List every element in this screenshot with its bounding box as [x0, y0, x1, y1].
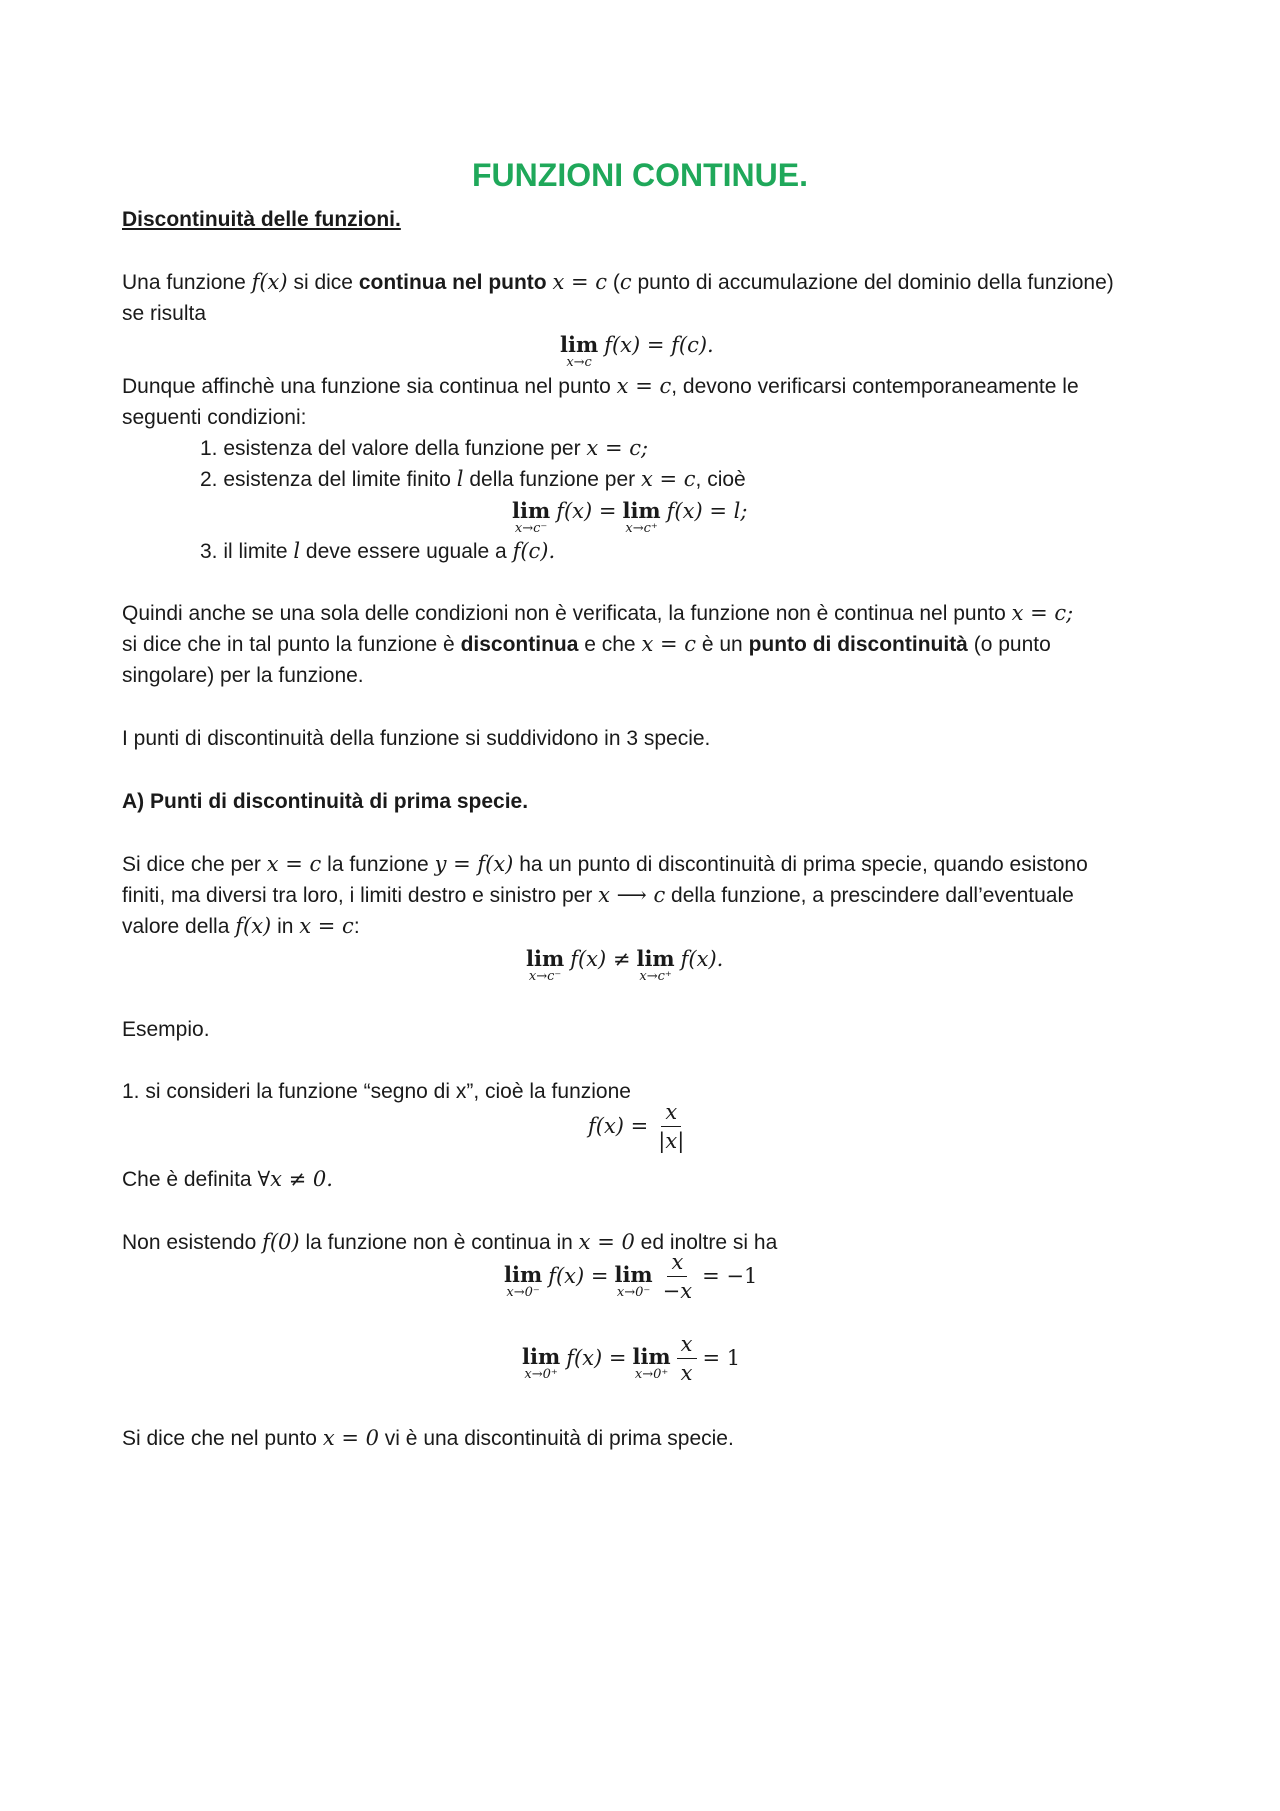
text: la funzione	[321, 853, 435, 876]
math-inline: ∀x ≠ 0.	[257, 1167, 333, 1191]
lim-subscript: x→0⁻	[506, 1284, 540, 1300]
math-inline: x = c	[266, 852, 322, 876]
quindi-line1	[122, 598, 1073, 629]
math-inline: x = 0	[578, 1230, 635, 1254]
text: e che	[578, 633, 642, 656]
text: è un	[696, 633, 749, 656]
math-inline: c	[619, 270, 632, 294]
intro-paragraph-line1	[122, 267, 1114, 298]
text: Quindi anche se una sola delle condizioni non è verificata, la funzione non è continua nel punto	[122, 602, 1012, 625]
text: Dunque affinchè una funzione sia continua nel punto	[122, 375, 617, 398]
math-inline: x = c	[616, 374, 672, 398]
equation-body: f(x) = f(c).	[604, 333, 714, 357]
lim-subscript: x→0⁻	[616, 1284, 651, 1300]
math-inline: x = c;	[586, 436, 649, 460]
text: Si dice che per	[122, 853, 267, 876]
equation-left-limit	[504, 1250, 757, 1303]
numerator: x	[667, 1250, 687, 1277]
lim-subscript: x→c⁻	[528, 969, 562, 984]
text: , cioè	[695, 468, 746, 491]
equation-result: = −1	[702, 1264, 758, 1288]
text: 3. il limite	[200, 540, 294, 563]
lim-subscript: x→c⁻	[514, 521, 548, 536]
math-inline: x = 0	[322, 1426, 379, 1450]
lim-word: lim	[504, 1261, 543, 1287]
equation-part: f(x) =	[548, 1264, 609, 1288]
math-inline: f(0)	[262, 1230, 300, 1254]
text: finiti, ma diversi tra loro, i limiti destro e sinistro per	[122, 884, 599, 907]
equation-sign-function	[588, 1100, 688, 1153]
dunque-line1	[122, 371, 1079, 402]
text: (	[607, 271, 620, 294]
lim-word: lim	[614, 1261, 653, 1287]
denominator: x	[680, 1361, 693, 1385]
species-text: I punti di discontinuità della funzione si suddividono in 3 specie.	[122, 727, 711, 750]
lim-subscript: x→c⁺	[639, 969, 672, 984]
text: (o punto	[967, 633, 1051, 656]
lim-subscript: x→0⁺	[634, 1366, 669, 1382]
text: Che è definita	[122, 1168, 258, 1191]
denominator: −x	[662, 1279, 693, 1303]
lim-word: lim	[512, 498, 551, 523]
text: , devono verificarsi contemporaneamente le	[671, 375, 1079, 398]
equation-lateral-limits	[512, 496, 747, 536]
definition-line3	[122, 911, 360, 942]
math-inline: x ⟶ c	[598, 883, 666, 907]
subsection-heading: A) Punti di discontinuità di prima specie.	[122, 790, 529, 813]
math-inline: x = c	[641, 632, 697, 656]
numerator: x	[677, 1332, 697, 1359]
text: Si dice che nel punto	[122, 1427, 323, 1450]
example-label: Esempio.	[122, 1018, 210, 1041]
math-inline: f(c).	[512, 539, 556, 563]
lim-word: lim	[560, 332, 599, 357]
equation-part: f(x) ≠	[570, 947, 631, 971]
lim-subscript: x→c⁺	[625, 521, 658, 536]
definition-line2	[122, 880, 1074, 911]
text: :	[353, 915, 360, 938]
text: 2. esistenza del limite finito	[200, 468, 457, 491]
bold-term: continua nel punto	[358, 271, 547, 294]
lim-word: lim	[636, 946, 675, 971]
fraction	[677, 1332, 697, 1385]
definition-line1	[122, 849, 1088, 880]
text: valore della	[122, 915, 236, 938]
condition-2	[200, 464, 746, 495]
equation-part: f(x) =	[566, 1346, 627, 1370]
math-inline: x = c	[640, 467, 696, 491]
lim-word: lim	[522, 1343, 561, 1369]
math-inline: x = c	[299, 914, 354, 938]
text: della funzione per	[463, 468, 641, 491]
intro-paragraph-line2: se risulta	[122, 302, 207, 325]
page-title: FUNZIONI CONTINUE.	[472, 157, 808, 193]
fraction	[654, 1100, 688, 1153]
conclusion-line	[122, 1423, 734, 1454]
math-inline: x = c;	[1011, 601, 1074, 625]
text: si dice	[287, 271, 359, 294]
quindi-line3: singolare) per la funzione.	[122, 664, 364, 687]
equation-part: f(x).	[680, 947, 724, 971]
bold-term: punto di discontinuità	[748, 633, 968, 656]
fraction	[659, 1250, 696, 1303]
denominator: |x|	[658, 1129, 685, 1153]
lim-subscript: x→c	[566, 355, 592, 370]
lim-subscript: x→0⁺	[524, 1366, 558, 1382]
equation-first-species	[526, 944, 723, 984]
dunque-line2: seguenti condizioni:	[122, 406, 307, 429]
equation-continuity	[560, 330, 714, 370]
text: Non esistendo	[122, 1231, 263, 1254]
bold-term: discontinua	[460, 633, 579, 656]
equation-part: f(x) =	[556, 499, 617, 523]
text: 1. esistenza del valore della funzione per	[200, 437, 587, 460]
math-inline: l	[293, 539, 301, 563]
equation-part: f(x) =	[588, 1114, 649, 1138]
text: Una funzione	[122, 271, 252, 294]
numerator: x	[661, 1100, 681, 1127]
defined-line	[122, 1164, 333, 1195]
equation-right-limit	[522, 1332, 740, 1385]
text: in	[271, 915, 300, 938]
math-inline: f(x)	[235, 914, 272, 938]
lim-word: lim	[526, 946, 565, 971]
text: la funzione non è continua in	[299, 1231, 579, 1254]
math-inline: y = f(x)	[434, 852, 514, 876]
text: della funzione, a prescindere dall’eventuale	[665, 884, 1074, 907]
text: ha un punto di discontinuità di prima specie, quando esistono	[513, 853, 1088, 876]
math-inline: f(x)	[251, 270, 288, 294]
text: vi è una discontinuità di prima specie.	[378, 1427, 734, 1450]
lim-word: lim	[622, 498, 661, 523]
condition-3	[200, 536, 555, 567]
condition-1	[200, 433, 648, 464]
equation-part: f(x) = l;	[666, 499, 748, 523]
lim-word: lim	[632, 1343, 671, 1369]
text: ed inoltre si ha	[634, 1231, 778, 1254]
section-heading: Discontinuità delle funzioni.	[122, 208, 401, 231]
equation-result: = 1	[702, 1346, 741, 1370]
example-1-text: 1. si consideri la funzione “segno di x”, cioè la funzione	[122, 1080, 631, 1103]
text: punto di accumulazione del dominio della funzione)	[631, 271, 1114, 294]
math-inline: x = c	[552, 270, 608, 294]
math-inline: l	[456, 467, 464, 491]
text: deve essere uguale a	[300, 540, 513, 563]
quindi-line2	[122, 629, 1051, 660]
text: si dice che in tal punto la funzione è	[122, 633, 461, 656]
